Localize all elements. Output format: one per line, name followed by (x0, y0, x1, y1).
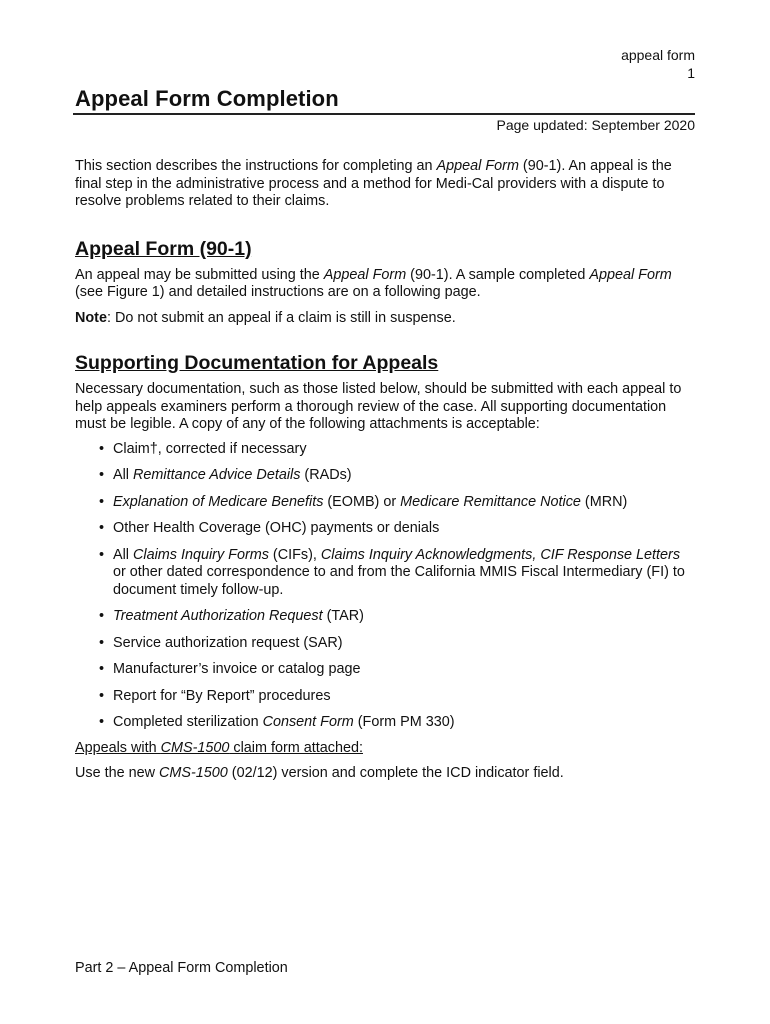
title-divider (73, 113, 695, 115)
note-label: Note (75, 309, 107, 326)
header-page-number: 1 (687, 65, 695, 81)
list-item: • Claim†, corrected if necessary (99, 440, 307, 457)
list-item: • Other Health Coverage (OHC) payments or denials (99, 520, 440, 536)
appeal-form-paragraph: An appeal may be submitted using the Appeal Form (90-1). A sample completed Appeal Form (see Figure 1) and detailed instructions are on a following page. (75, 266, 672, 300)
list-item: • Treatment Authorization Request (TAR) (99, 608, 364, 624)
page-title: Appeal Form Completion (75, 86, 339, 111)
attachments-list (75, 441, 695, 732)
page-updated-date: Page updated: September 2020 (496, 117, 695, 133)
section-heading-supporting-docs: Supporting Documentation for Appeals (75, 352, 439, 374)
cms-1500-subheading: Appeals with CMS-1500 claim form attached: (75, 739, 363, 756)
section-heading-appeal-form: Appeal Form (90-1) (75, 237, 252, 260)
list-item: • Report for “By Report” procedures (99, 687, 331, 704)
intro-paragraph: This section describes the instructions for completing an Appeal Form (90-1). An appeal is the final step in the administrative process and a method for Medi-Cal providers with a dispute to resolve problems related to their claims. (75, 158, 672, 209)
cms-1500-paragraph: Use the new CMS-1500 (02/12) version and complete the ICD indicator field. (75, 765, 564, 781)
list-item: • All Claims Inquiry Forms (CIFs), Claims Inquiry Acknowledgments, CIF Response Letters or other dated correspondence to and from the California MMIS Fiscal Intermediary (FI) to document timely follow-up. (99, 546, 685, 598)
note-paragraph: Note: Do not submit an appeal if a claim is still in suspense. (75, 309, 456, 326)
page-footer: Part 2 – Appeal Form Completion (75, 960, 288, 976)
list-item: • Explanation of Medicare Benefits (EOMB) or Medicare Remittance Notice (MRN) (99, 493, 628, 510)
supporting-docs-intro: Necessary documentation, such as those listed below, should be submitted with each appeal to help appeals examiners perform a thorough review of the case. All supporting documentation must be legible. A copy of any of the following attachments is acceptable: (75, 381, 682, 432)
list-item: • All Remittance Advice Details (RADs) (99, 467, 352, 483)
list-item: • Completed sterilization Consent Form (Form PM 330) (99, 714, 455, 730)
list-item: • Service authorization request (SAR) (99, 634, 343, 651)
running-header (621, 46, 695, 82)
document-body (75, 158, 695, 783)
header-doc-name: appeal form (621, 47, 695, 63)
list-item: • Manufacturer’s invoice or catalog page (99, 661, 361, 677)
